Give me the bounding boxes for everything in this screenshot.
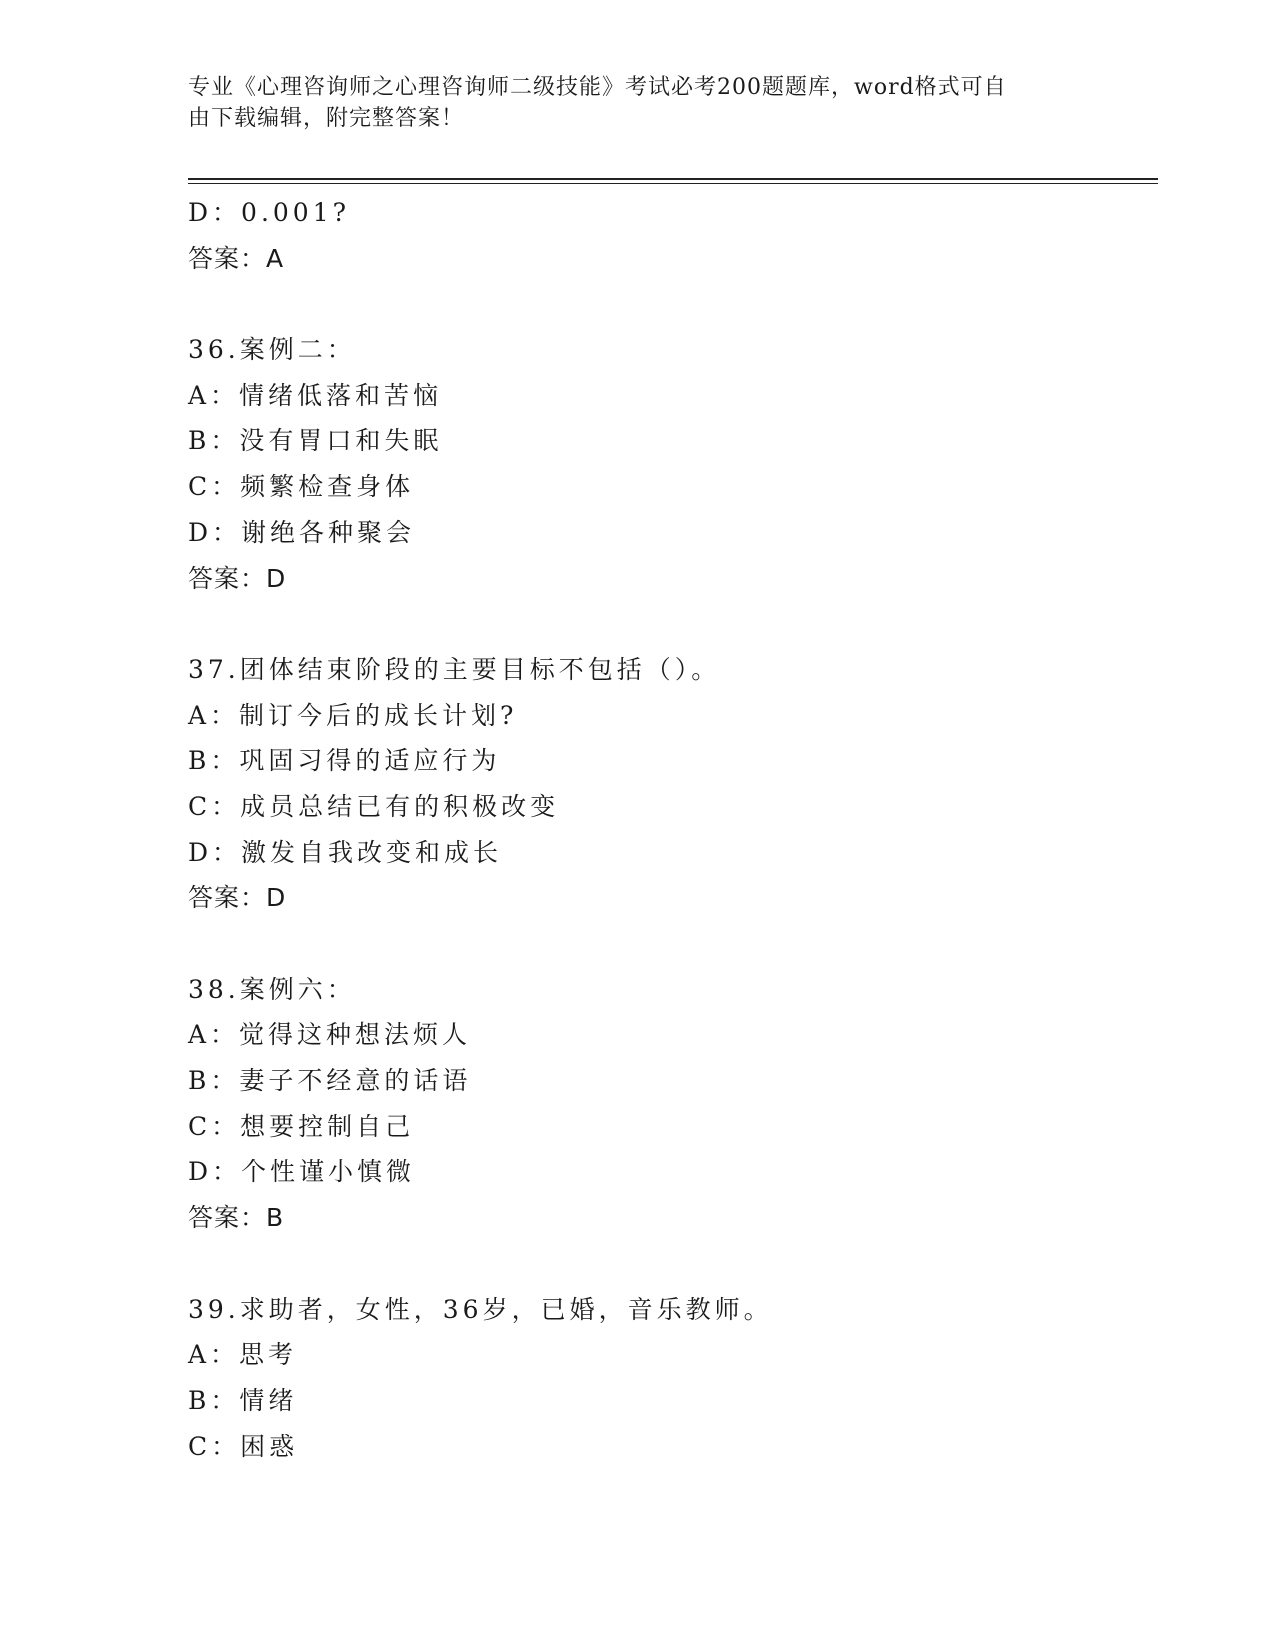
option-line: B：妻子不经意的话语 <box>188 1066 472 1096</box>
block-spacer <box>188 601 1148 647</box>
option-line: D：谢绝各种聚会 <box>188 517 416 547</box>
block-spacer <box>188 921 1148 967</box>
answer-line: 答案：D <box>188 563 287 593</box>
block-spacer <box>188 1241 1148 1287</box>
option-line: B：情绪 <box>188 1385 298 1415</box>
option-line: D：个性谨小慎微 <box>188 1157 416 1187</box>
option-line: C：想要控制自己 <box>188 1111 415 1141</box>
option-line: D：激发自我改变和成长 <box>188 837 503 867</box>
option-line: A：制订今后的成长计划? <box>188 700 518 730</box>
header-divider-thick <box>188 178 1158 180</box>
option-line: B：巩固习得的适应行为 <box>188 746 501 776</box>
answer-line: 答案：A <box>188 243 285 273</box>
document-header <box>188 72 1068 134</box>
answer-line: 答案：D <box>188 883 287 913</box>
option-line: A：情绪低落和苦恼 <box>188 380 443 410</box>
option-line: C：困惑 <box>188 1431 299 1461</box>
option-line: D：0.001? <box>188 198 351 227</box>
option-line: A：思考 <box>188 1340 298 1370</box>
header-line-2: 由下载编辑，附完整答案！ <box>188 106 465 131</box>
option-line: C：成员总结已有的积极改变 <box>188 791 560 821</box>
answer-line: 答案：B <box>188 1203 285 1233</box>
header-divider-thin <box>188 183 1158 184</box>
option-line: C：频繁检查身体 <box>188 472 415 502</box>
header-line-1: 专业《心理咨询师之心理咨询师二级技能》考试必考200题题库，word格式可自 <box>188 75 1007 100</box>
question-title: 37.团体结束阶段的主要目标不包括（）。 <box>188 654 721 684</box>
question-title: 36.案例二： <box>188 335 356 365</box>
option-line: A：觉得这种想法烦人 <box>188 1020 472 1050</box>
question-title: 38.案例六： <box>188 974 356 1004</box>
option-line: B：没有胃口和失眠 <box>188 426 443 456</box>
question-list <box>188 190 1148 1469</box>
question-title: 39.求助者，女性，36岁，已婚，音乐教师。 <box>188 1294 773 1324</box>
block-spacer <box>188 281 1148 327</box>
